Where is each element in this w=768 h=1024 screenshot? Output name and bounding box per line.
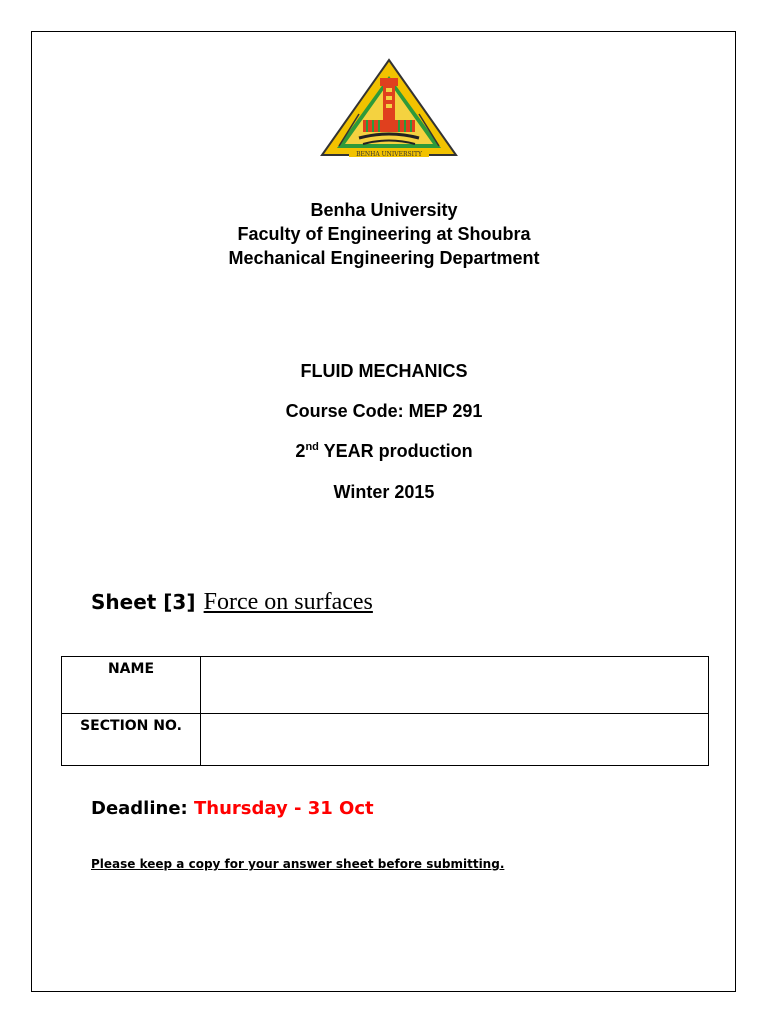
page-border — [31, 31, 736, 992]
deadline-date: Thursday - 31 Oct — [194, 798, 374, 819]
name-field[interactable] — [201, 657, 709, 714]
year-rest: YEAR production — [318, 441, 473, 461]
institution-header — [0, 198, 768, 270]
department-name: Mechanical Engineering Department — [228, 248, 540, 268]
logo-text: BENHA UNIVERSITY — [356, 151, 422, 158]
submission-note: Please keep a copy for your answer sheet before submitting. — [91, 857, 505, 871]
section-field[interactable] — [201, 714, 709, 766]
university-name: Benha University — [310, 200, 458, 220]
name-label: NAME — [62, 657, 201, 714]
student-info-table — [61, 656, 709, 766]
sheet-topic: Force on surfaces — [203, 589, 373, 615]
year-suffix: nd — [305, 441, 319, 453]
sheet-label: Sheet [3] — [91, 590, 196, 614]
table-row — [62, 657, 709, 714]
deadline-label: Deadline: — [91, 798, 195, 819]
table-row — [62, 714, 709, 766]
course-name: FLUID MECHANICS — [300, 361, 468, 381]
section-label: SECTION NO. — [62, 714, 201, 766]
faculty-name: Faculty of Engineering at Shoubra — [237, 224, 531, 244]
benha-university-logo-icon — [319, 58, 459, 166]
course-term: Winter 2015 — [333, 482, 435, 502]
deadline — [91, 798, 374, 819]
year-number: 2 — [295, 441, 306, 461]
sheet-title — [91, 589, 373, 616]
course-year — [0, 441, 768, 462]
course-code: Course Code: MEP 291 — [285, 401, 483, 421]
